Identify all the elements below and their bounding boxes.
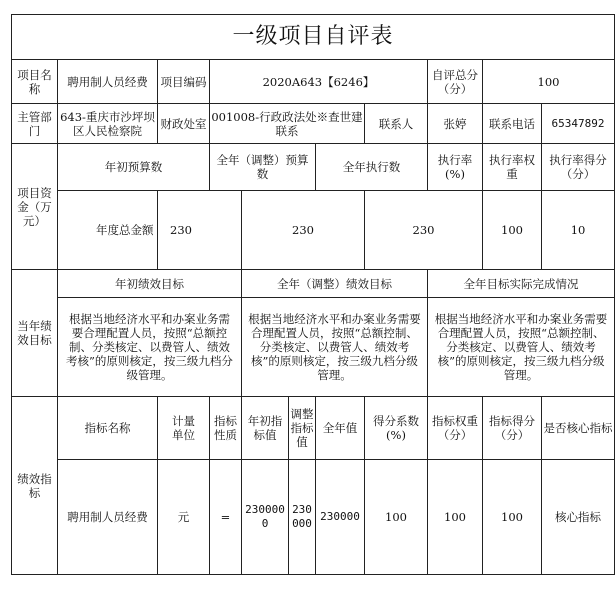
finance-label: 财政处室 <box>158 104 210 144</box>
funds-weight: 10 <box>542 191 615 270</box>
indicator-nature: = <box>210 460 242 575</box>
project-code: 2020A643【6246】 <box>210 60 428 104</box>
indicator-header-weight: 指标权重（分） <box>428 397 483 460</box>
funds-section-label: 项目资金（万元） <box>12 144 58 270</box>
dept-value: 643-重庆市沙坪坝区人民检察院 <box>58 104 158 144</box>
funds-col-weight: 执行率权重 <box>483 144 542 191</box>
funds-row-label: 年度总金额 <box>58 191 158 270</box>
funds-col-initial: 年初预算数 <box>58 144 210 191</box>
project-row <box>12 60 615 104</box>
indicator-header-unit: 计量单位 <box>158 397 210 460</box>
funds-rate: 100 <box>483 191 542 270</box>
goals-text-row <box>12 298 615 397</box>
goals-col-actual: 全年目标实际完成情况 <box>428 270 615 298</box>
indicator-coefficient: 100 <box>365 460 428 575</box>
funds-value-row <box>12 191 615 270</box>
indicator-weight: 100 <box>428 460 483 575</box>
funds-col-score: 执行率得分（分） <box>542 144 615 191</box>
funds-header-row <box>12 144 615 191</box>
funds-col-executed: 全年执行数 <box>316 144 428 191</box>
goals-col-adjusted: 全年（调整）绩效目标 <box>242 270 428 298</box>
goals-header-row <box>12 270 615 298</box>
indicator-adjusted: 230000 <box>289 460 316 575</box>
score-total: 100 <box>483 60 615 104</box>
indicator-header-initial: 年初指标值 <box>242 397 289 460</box>
indicator-header-yearly: 全年值 <box>316 397 365 460</box>
funds-executed: 230 <box>365 191 483 270</box>
indicators-header-row <box>12 397 615 460</box>
project-name-label: 项目名称 <box>12 60 58 104</box>
indicator-is-core: 核心指标 <box>542 460 615 575</box>
funds-col-adjusted: 全年（调整）预算数 <box>210 144 316 191</box>
indicator-initial: 2300000 <box>242 460 289 575</box>
phone-label: 联系电话 <box>483 104 542 144</box>
indicator-header-name: 指标名称 <box>58 397 158 460</box>
indicator-unit: 元 <box>158 460 210 575</box>
goals-section-label: 当年绩效目标 <box>12 270 58 397</box>
indicator-row <box>12 460 615 575</box>
indicator-name: 聘用制人员经费 <box>58 460 158 575</box>
form-title: 一级项目自评表 <box>12 15 615 60</box>
finance-value: 001008-行政政法处※查世建联系 <box>210 104 365 144</box>
indicator-header-is-core: 是否核心指标 <box>542 397 615 460</box>
indicator-header-score: 指标得分（分） <box>483 397 542 460</box>
funds-col-rate: 执行率(%) <box>428 144 483 191</box>
indicator-header-coefficient: 得分系数(%) <box>365 397 428 460</box>
goals-text-actual: 根据当地经济水平和办案业务需要合理配置人员，按照“总额控制、分类核定、以费管人、绩效考核”的原则核定，按三级九档分级管理。 <box>428 298 615 397</box>
goals-col-initial: 年初绩效目标 <box>58 270 242 298</box>
indicator-yearly: 230000 <box>316 460 365 575</box>
contact-value: 张婷 <box>428 104 483 144</box>
evaluation-table <box>11 14 615 575</box>
dept-label: 主管部门 <box>12 104 58 144</box>
goals-text-initial: 根据当地经济水平和办案业务需要合理配置人员，按照“总额控制、分类核定、以费管人、绩效考核”的原则核定，按三级九档分级管理。 <box>58 298 242 397</box>
indicator-header-nature: 指标性质 <box>210 397 242 460</box>
score-total-label: 自评总分（分） <box>428 60 483 104</box>
self-evaluation-form <box>11 14 613 575</box>
title-row <box>12 15 615 60</box>
indicators-section-label: 绩效指标 <box>12 397 58 575</box>
indicator-score: 100 <box>483 460 542 575</box>
contact-label: 联系人 <box>365 104 428 144</box>
goals-text-adjusted: 根据当地经济水平和办案业务需要合理配置人员，按照“总额控制、分类核定、以费管人、绩效考核”的原则核定，按三级九档分级管理。 <box>242 298 428 397</box>
project-code-label: 项目编码 <box>158 60 210 104</box>
phone-value: 65347892 <box>542 104 615 144</box>
funds-initial: 230 <box>158 191 242 270</box>
funds-adjusted: 230 <box>242 191 365 270</box>
project-name: 聘用制人员经费 <box>58 60 158 104</box>
department-row <box>12 104 615 144</box>
indicator-header-adjusted: 调整指标值 <box>289 397 316 460</box>
